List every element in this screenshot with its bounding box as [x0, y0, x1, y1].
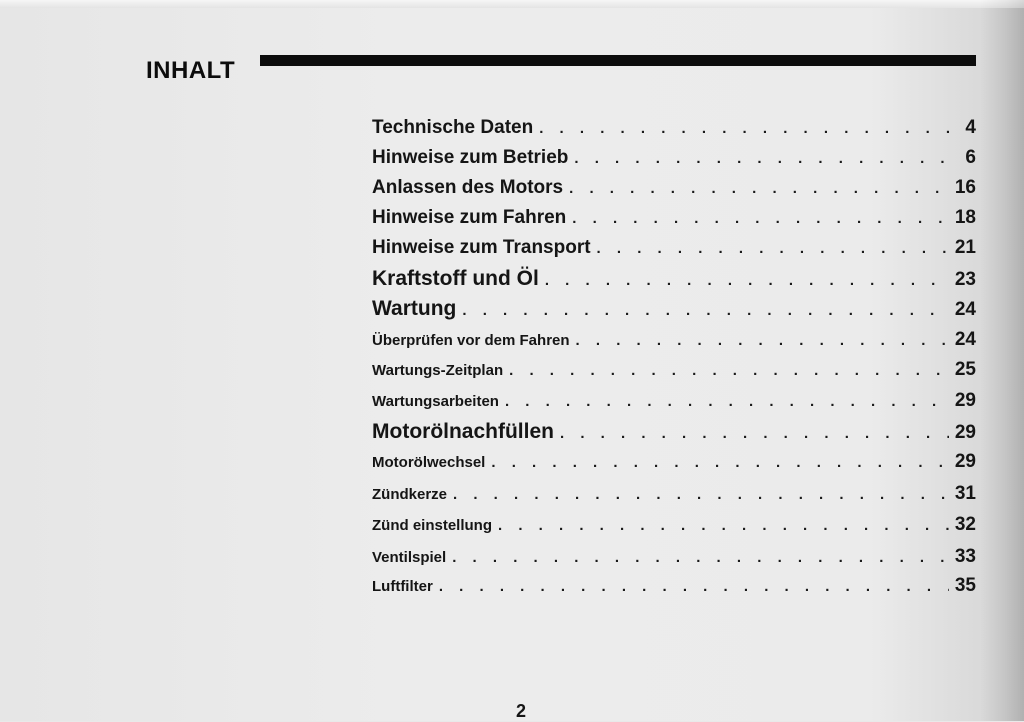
toc-entry [372, 329, 976, 351]
toc-entry-page: 29 [954, 390, 976, 411]
toc-entry-page: 6 [965, 147, 976, 168]
toc-entry-label: Hinweise zum Transport [372, 237, 591, 258]
dot-leader [462, 302, 948, 319]
toc-entry-label: Wartungsarbeiten [372, 393, 499, 410]
page-title: INHALT [146, 57, 236, 84]
page-binding-shadow [980, 0, 1024, 721]
dot-leader [509, 362, 949, 379]
toc-entry-label: Technische Daten [372, 117, 534, 138]
page-top-edge [0, 0, 1024, 8]
dot-leader [574, 150, 959, 167]
toc-entry [372, 575, 976, 597]
toc-entry [372, 207, 976, 229]
toc-entry-label: Luftfilter [372, 578, 433, 595]
toc-entry [372, 420, 976, 444]
dot-leader [545, 272, 949, 289]
toc-entry-page: 31 [954, 483, 976, 504]
toc-entry-page: 24 [954, 329, 976, 350]
toc-entry [372, 483, 976, 505]
toc-entry-page: 32 [954, 514, 976, 535]
toc-entry-label: Anlassen des Motors [372, 177, 564, 198]
toc-entry-label: Wartung [372, 297, 457, 320]
dot-leader [452, 549, 949, 566]
dot-leader [491, 454, 949, 471]
dot-leader [576, 332, 949, 349]
toc-entry-label: Wartungs-Zeitplan [372, 362, 504, 379]
toc-entry-label: Überprüfen vor dem Fahren [372, 332, 570, 349]
toc-entry-page: 29 [954, 422, 976, 443]
toc-entry [372, 390, 976, 412]
toc-entry-label: Zündkerze [372, 486, 448, 503]
toc-entry [372, 267, 976, 291]
toc-entry [372, 117, 976, 139]
toc-entry [372, 147, 976, 169]
toc-entry-label: Hinweise zum Fahren [372, 207, 567, 228]
title-rule [260, 55, 976, 66]
toc-entry-page: 29 [954, 451, 976, 472]
dot-leader [539, 120, 959, 137]
toc-entry-label: Motorölnachfüllen [372, 420, 554, 443]
dot-leader [597, 240, 949, 257]
toc-entry-page: 18 [954, 207, 976, 228]
toc-entry-label: Hinweise zum Betrieb [372, 147, 569, 168]
toc-entry-page: 23 [954, 269, 976, 290]
toc-entry-page: 33 [954, 546, 976, 567]
toc-entry [372, 177, 976, 199]
dot-leader [569, 180, 949, 197]
toc-entry [372, 297, 976, 321]
toc-entry-page: 25 [954, 359, 976, 380]
toc-entry-page: 4 [965, 117, 976, 138]
dot-leader [505, 393, 949, 410]
toc-entry-label: Kraftstoff und Öl [372, 267, 539, 290]
toc-entry-label: Zünd einstellung [372, 517, 492, 534]
dot-leader [572, 210, 949, 227]
dot-leader [498, 517, 949, 534]
toc-entry-label: Motorölwechsel [372, 454, 486, 471]
toc-entry-page: 16 [954, 177, 976, 198]
toc-entry-label: Ventilspiel [372, 549, 447, 566]
toc-entry-page: 21 [954, 237, 976, 258]
toc-entry-page: 35 [954, 575, 976, 596]
dot-leader [453, 486, 949, 503]
toc-entry [372, 546, 976, 568]
page-number: 2 [516, 701, 527, 721]
dot-leader [439, 578, 949, 595]
toc-entry [372, 451, 976, 473]
dot-leader [560, 425, 949, 442]
toc-entry [372, 514, 976, 536]
toc-entry-page: 24 [954, 299, 976, 320]
toc-entry [372, 359, 976, 381]
toc-entry [372, 237, 976, 259]
